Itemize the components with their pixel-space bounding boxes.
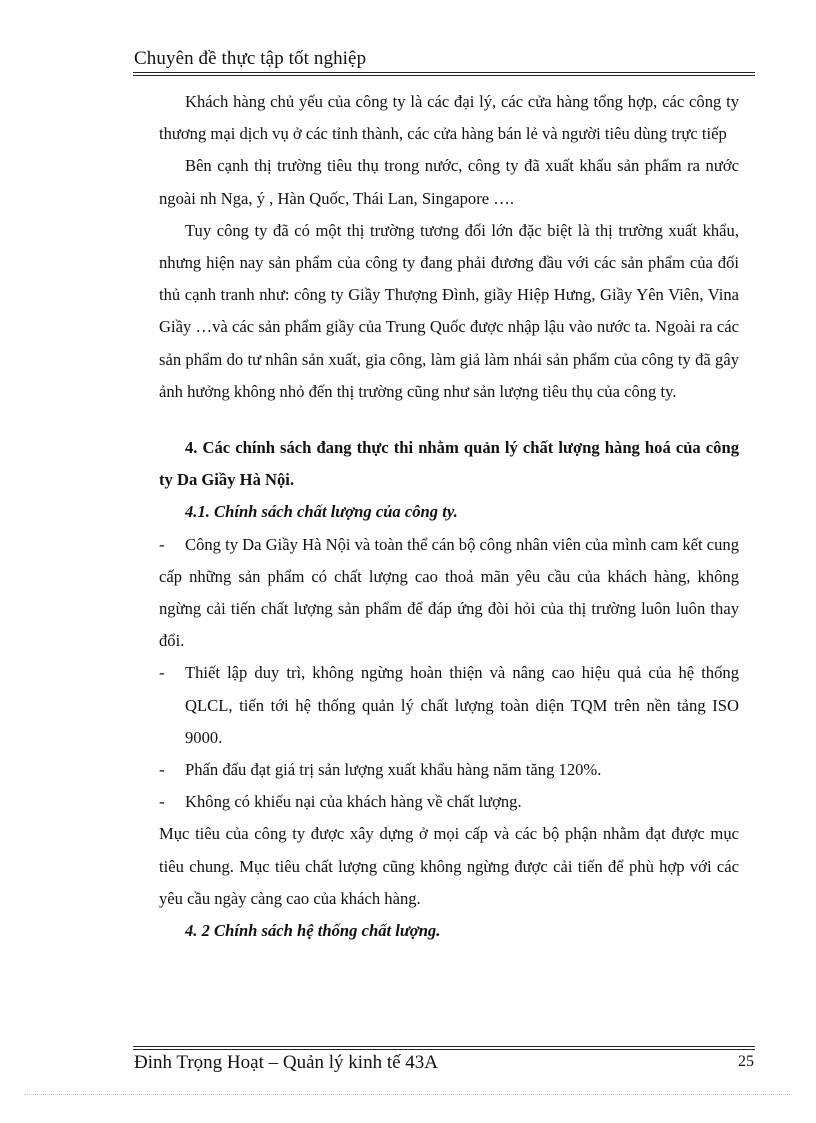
policy-item-4 <box>159 786 739 818</box>
policy-item-1 <box>159 529 739 658</box>
dash-bullet: - <box>159 792 165 812</box>
policy-item-3 <box>159 754 739 786</box>
paragraph-competition: Tuy công ty đã có một thị trường tương đối lớn đặc biệt là thị trường xuất khẩu, nhưng hiện nay sản phẩm của công ty đang phải đương đầu với các sản phẩm của đối thủ cạnh tranh như: công ty Giầy Thượng Đình, giầy Hiệp Hưng, Giầy Yên Viên, Vina Giầy …và các sản phẩm giầy của Trung Quốc được nhập lậu vào nước ta. Ngoài ra các sản phẩm do tư nhân sản xuất, gia công, làm giả làm nhái sản phẩm của công ty đã gây ảnh hưởng không nhỏ đến thị trường cũng như sản lượng tiêu thụ của công ty. <box>159 220 739 401</box>
footer-rule-top <box>133 1046 755 1047</box>
paragraph-quality-goal: Mục tiêu của công ty được xây dựng ở mọi cấp và các bộ phận nhằm đạt được mục tiêu chung. Mục tiêu chất lượng cũng không ngừng được cải tiến để phù hợp với các yêu cầu ngày càng cao của khách hàng. <box>159 824 739 908</box>
policy-item-3-text: Phấn đấu đạt giá trị sản lượng xuất khẩu hàng năm tăng 120%. <box>185 760 602 780</box>
policy-item-1-text: Công ty Da Giầy Hà Nội và toàn thể cán bộ công nhân viên của mình cam kết cung cấp những sản phẩm có chất lượng cao thoả mãn yêu cầu của khách hàng, không ngừng cải tiến chất lượng sản phẩm để đáp ứng đòi hỏi của thị trường luôn luôn thay đổi. <box>159 534 739 651</box>
page-break-dotted-line <box>24 1094 792 1095</box>
section-gap <box>159 408 739 432</box>
document-body <box>159 86 739 947</box>
header-rule-top <box>133 72 755 73</box>
policy-item-2-text: Thiết lập duy trì, không ngừng hoàn thiện và nâng cao hiệu quả của hệ thống QLCL, tiến tới hệ thống quản lý chất lượng toàn diện TQM trên nền tảng ISO 9000. <box>185 663 739 747</box>
page-number: 25 <box>738 1053 754 1070</box>
section-4-heading: 4. Các chính sách đang thực thi nhằm quản lý chất lượng hàng hoá của công ty Da Giầy Hà Nội. <box>159 438 739 490</box>
dash-bullet: - <box>159 663 165 683</box>
section-4-2-heading: 4. 2 Chính sách hệ thống chất lượng. <box>185 921 441 941</box>
section-4-1-heading: 4.1. Chính sách chất lượng của công ty. <box>185 502 458 522</box>
page-header-title: Chuyên đề thực tập tốt nghiệp <box>134 48 367 69</box>
header-rule-bottom <box>133 75 755 76</box>
policy-item-4-text: Không có khiếu nại của khách hàng về chất lượng. <box>185 792 522 812</box>
dash-bullet: - <box>159 534 165 554</box>
policy-item-2 <box>159 657 739 754</box>
dash-bullet: - <box>159 760 165 780</box>
footer-rule-bottom <box>133 1049 755 1050</box>
paragraph-customers: Khách hàng chủ yếu của công ty là các đại lý, các cửa hàng tổng hợp, các công ty thương mại dịch vụ ở các tỉnh thành, các cửa hàng bán lẻ và người tiêu dùng trực tiếp <box>159 92 739 144</box>
paragraph-export: Bên cạnh thị trường tiêu thụ trong nước, công ty đã xuất khẩu sản phẩm ra nước ngoài nh Nga, ý , Hàn Quốc, Thái Lan, Singapore …. <box>159 156 739 208</box>
footer-author: Đinh Trọng Hoạt – Quản lý kinh tế 43A <box>134 1052 438 1073</box>
